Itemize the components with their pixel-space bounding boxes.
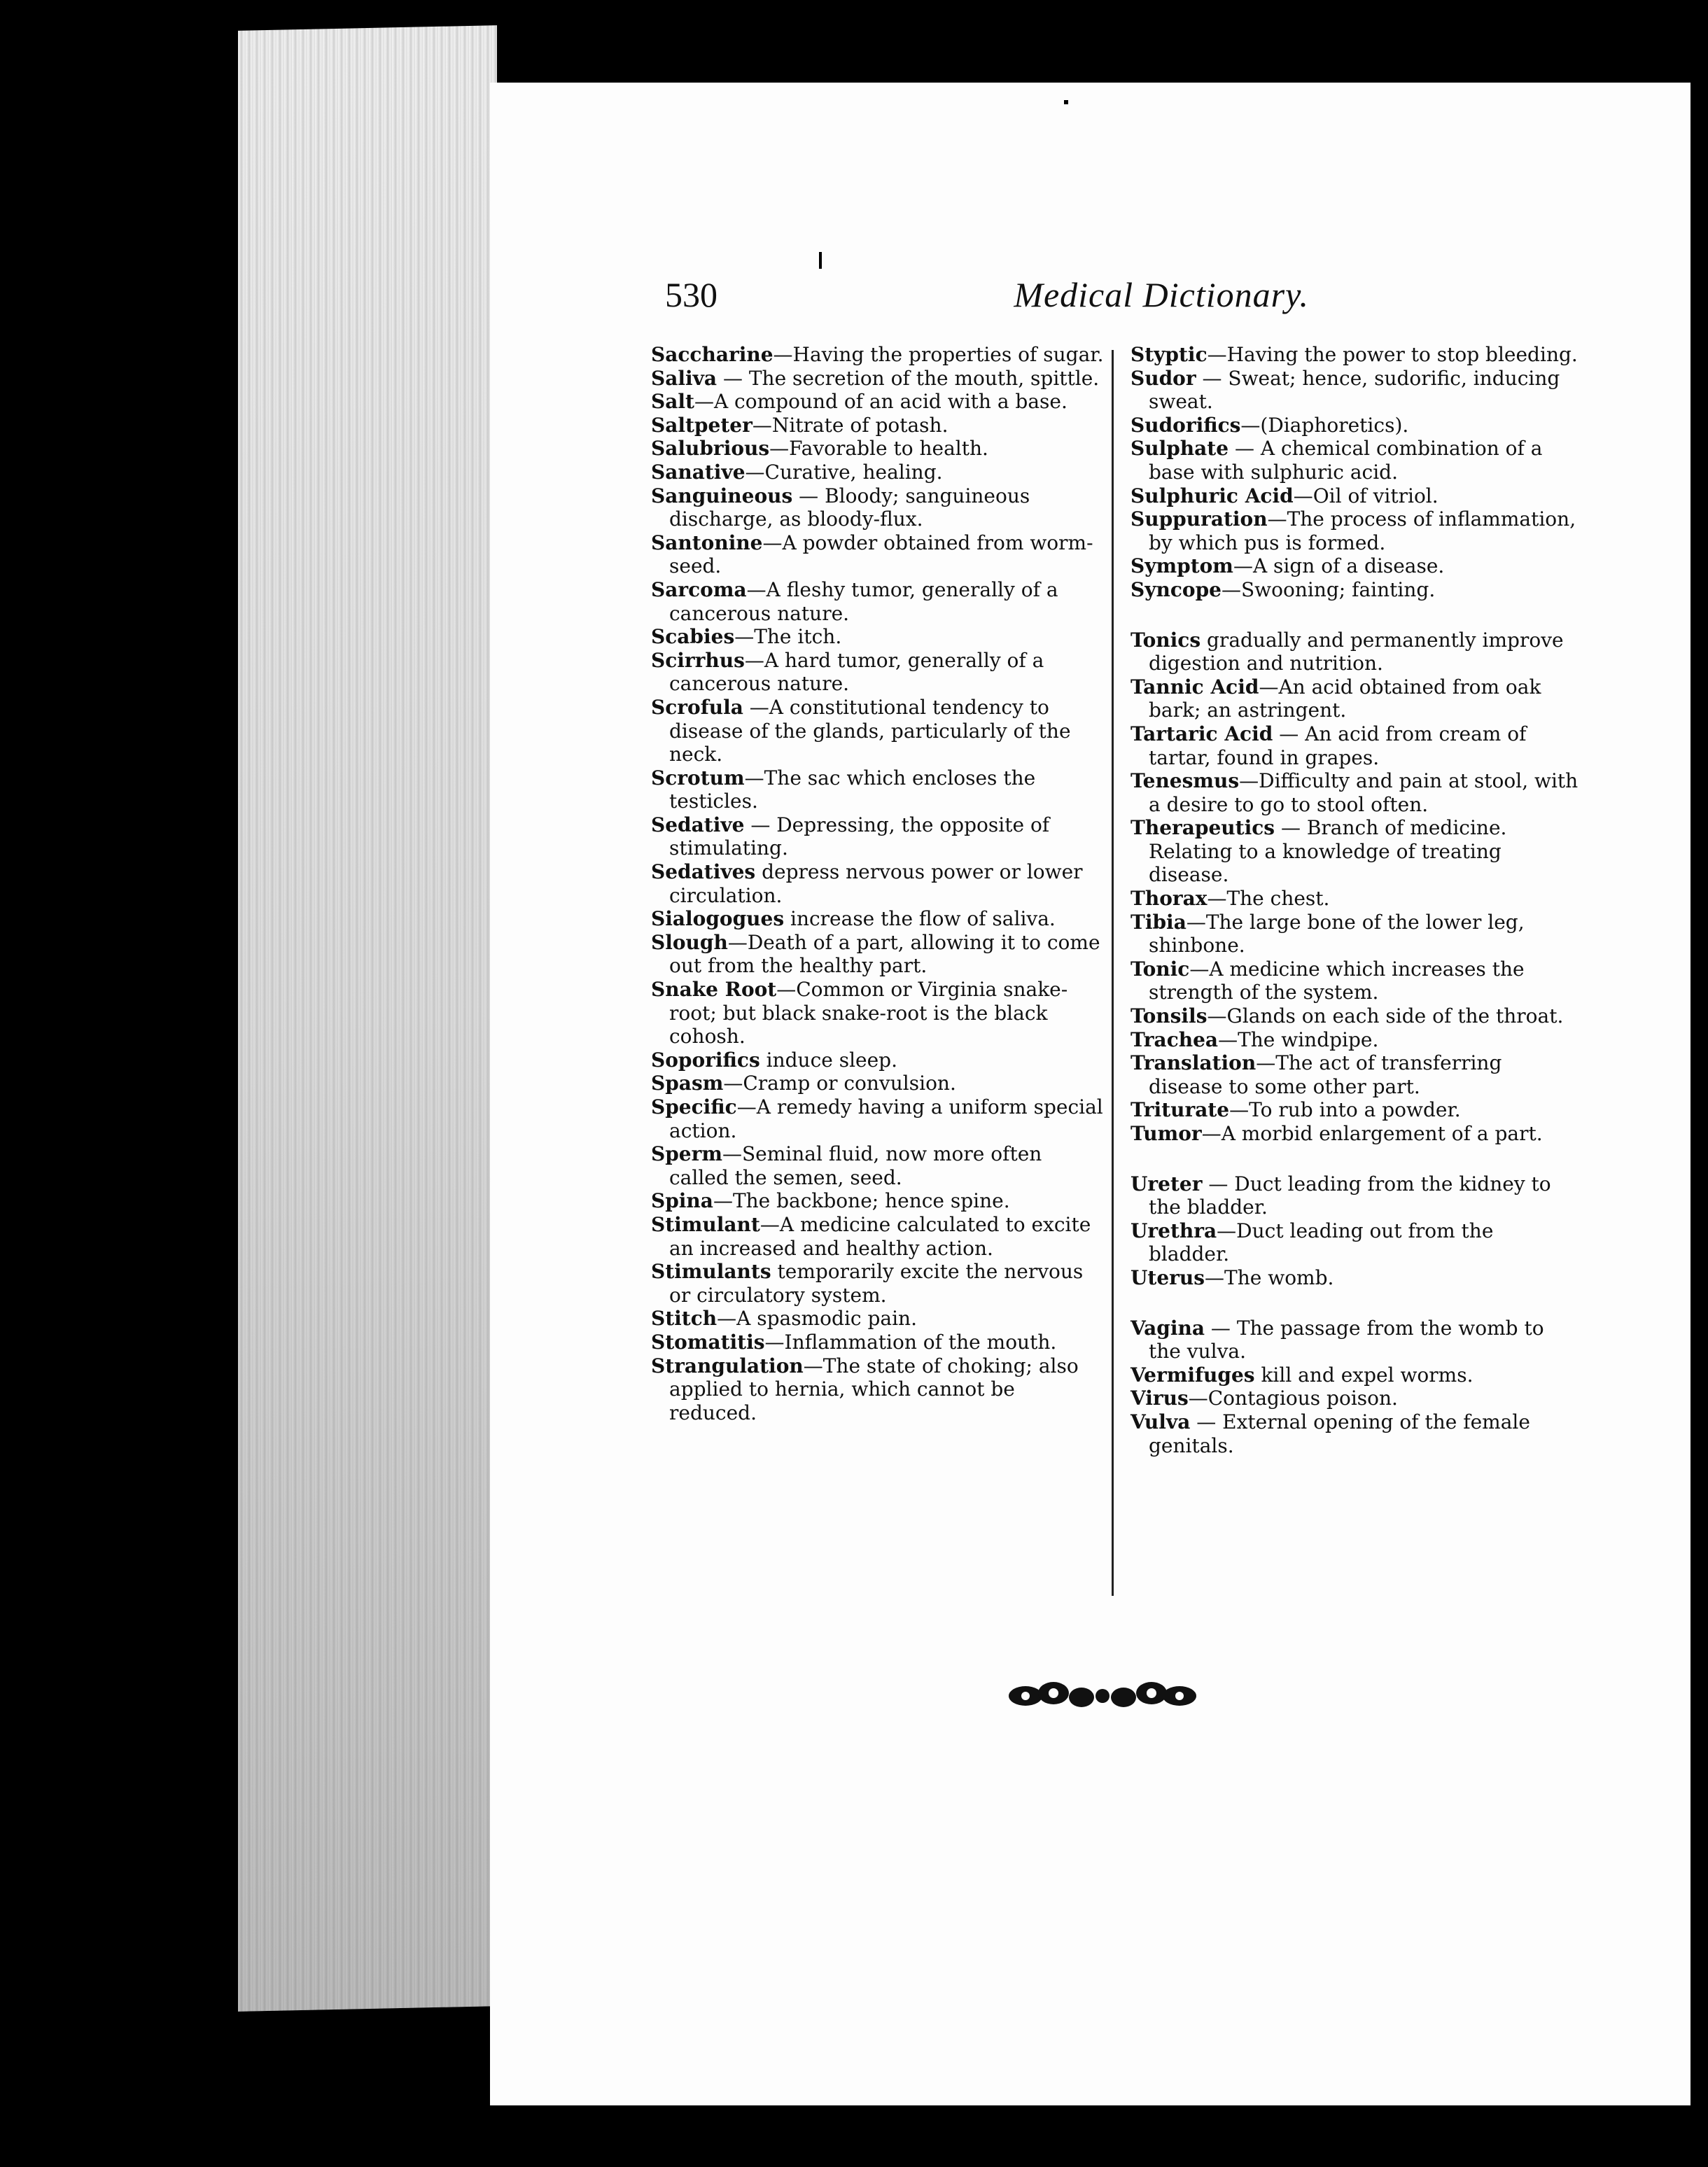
dictionary-entry — [1130, 554, 1578, 578]
dictionary-entry — [651, 860, 1106, 907]
scan-speck — [1064, 100, 1068, 104]
entry-definition: —Inflammation of the mouth. — [764, 1330, 1057, 1354]
dictionary-entry — [651, 1095, 1106, 1142]
entry-definition: —Glands on each side of the throat. — [1207, 1004, 1564, 1028]
entry-definition: —The backbone; hence spine. — [713, 1189, 1010, 1213]
dictionary-entry — [651, 414, 1106, 437]
dictionary-entry — [1130, 887, 1578, 911]
entry-definition: —Contagious poison. — [1188, 1387, 1398, 1410]
entry-definition: —A compound of an acid with a base. — [694, 390, 1068, 414]
dictionary-entry — [1130, 1410, 1578, 1457]
entry-term: Urethra — [1130, 1219, 1217, 1242]
dictionary-entry — [1130, 1317, 1578, 1363]
entry-definition: —The large bone of the lower leg, shinbone. — [1149, 910, 1525, 958]
dictionary-entry — [1130, 816, 1578, 887]
entry-term: Snake Root — [651, 978, 777, 1002]
column-divider — [1112, 350, 1114, 1596]
entry-definition: —The womb. — [1205, 1265, 1334, 1289]
entry-term: Slough — [651, 930, 728, 954]
entry-definition: — Duct leading from the kidney to the bladder. — [1149, 1172, 1551, 1219]
entry-term: Tannic Acid — [1130, 675, 1259, 699]
entry-definition: —Seminal fluid, now more often called the semen, seed. — [669, 1142, 1042, 1189]
entry-term: Ureter — [1130, 1172, 1203, 1195]
dictionary-entry — [651, 1142, 1106, 1189]
entry-term: Sanative — [651, 460, 746, 484]
entry-definition: — Sweat; hence, sudorific, inducing sweat. — [1149, 366, 1560, 414]
page-number: 530 — [665, 275, 718, 314]
entry-definition: —A remedy having a uniform special action. — [669, 1095, 1103, 1142]
entry-definition: —A spasmodic pain. — [717, 1307, 917, 1331]
dictionary-entry — [651, 1049, 1106, 1072]
dictionary-entry — [1130, 484, 1578, 508]
entry-term: Stimulants — [651, 1260, 771, 1284]
dictionary-entry — [1130, 769, 1578, 816]
entry-term: Specific — [651, 1095, 737, 1118]
dictionary-entry — [651, 1307, 1106, 1331]
entry-term: Sedatives — [651, 860, 756, 884]
entry-term: Stitch — [651, 1307, 718, 1331]
entry-definition: —Swooning; fainting. — [1221, 577, 1436, 601]
dictionary-entry — [651, 367, 1106, 391]
entry-definition: —Death of a part, allowing it to come out from the healthy part. — [669, 930, 1100, 978]
entry-definition: increase the flow of saliva. — [784, 907, 1056, 931]
scan-speck — [819, 252, 822, 269]
right-column — [1130, 343, 1578, 1457]
dictionary-entry — [1130, 629, 1578, 675]
entry-definition: —The state of choking; also applied to hernia, which cannot be reduced. — [669, 1354, 1079, 1424]
dictionary-entry — [651, 578, 1106, 625]
dictionary-entry — [651, 1354, 1106, 1425]
entry-definition: —Oil of vitriol. — [1293, 484, 1438, 507]
entry-term: Scabies — [651, 625, 735, 649]
entry-definition: —Nitrate of potash. — [752, 413, 948, 437]
entry-term: Tumor — [1130, 1122, 1202, 1145]
entry-definition: temporarily excite the nervous or circulatory system. — [669, 1260, 1084, 1307]
dictionary-entry — [651, 907, 1106, 931]
entry-term: Saliva — [651, 366, 718, 390]
entry-term: Stomatitis — [651, 1330, 765, 1354]
section-gap — [1130, 602, 1578, 629]
entry-definition: —A medicine calculated to excite an increased and healthy action. — [669, 1212, 1091, 1260]
entry-term: Tonic — [1130, 957, 1190, 981]
entry-definition: —A morbid enlargement of a part. — [1201, 1122, 1543, 1145]
dictionary-entry — [651, 390, 1106, 414]
entry-term: Sulphuric Acid — [1130, 484, 1294, 507]
entry-definition: —A hard tumor, generally of a cancerous nature. — [669, 648, 1044, 696]
dictionary-entry — [1130, 578, 1578, 602]
section-gap — [1130, 1290, 1578, 1317]
entry-definition: —Curative, healing. — [745, 460, 943, 484]
dictionary-entry — [651, 437, 1106, 461]
entry-term: Syncope — [1130, 577, 1222, 601]
entry-definition: —Having the power to stop bleeding. — [1207, 343, 1578, 366]
entry-definition: — A chemical combination of a base with sulphuric acid. — [1149, 437, 1543, 484]
entry-definition: —A constitutional tendency to disease of the glands, particularly of the neck. — [669, 695, 1071, 766]
entry-definition: —An acid obtained from oak bark; an astringent. — [1149, 675, 1541, 722]
dictionary-entry — [651, 696, 1106, 766]
dictionary-entry — [651, 978, 1106, 1049]
page-title: Medical Dictionary. — [1014, 275, 1309, 314]
entry-term: Sperm — [651, 1142, 722, 1166]
entry-term: Scrofula — [651, 695, 743, 719]
entry-definition: —The act of transferring disease to some other part. — [1149, 1051, 1502, 1098]
entry-term: Spina — [651, 1189, 713, 1213]
entry-term: Sedative — [651, 813, 745, 836]
entry-term: Trachea — [1130, 1028, 1219, 1051]
entry-definition: induce sleep. — [760, 1048, 898, 1072]
entry-term: Uterus — [1130, 1265, 1205, 1289]
dictionary-entry — [651, 1260, 1106, 1307]
entry-definition: —Having the properties of sugar. — [773, 343, 1104, 366]
dictionary-entry — [1130, 1028, 1578, 1052]
entry-definition: kill and expel worms. — [1254, 1363, 1474, 1387]
entry-definition: — The secretion of the mouth, spittle. — [717, 366, 1100, 390]
entry-definition: —A medicine which increases the strength of the system. — [1149, 957, 1525, 1004]
entry-definition: —Common or Virginia snake-root; but black snake-root is the black cohosh. — [669, 978, 1068, 1049]
dictionary-entry — [1130, 343, 1578, 367]
entry-definition: —A powder obtained from worm-seed. — [669, 531, 1093, 578]
entry-term: Tibia — [1130, 910, 1186, 934]
dictionary-entry — [1130, 1363, 1578, 1387]
entry-term: Therapeutics — [1130, 816, 1275, 840]
entry-term: Strangulation — [651, 1354, 804, 1377]
entry-term: Saltpeter — [651, 413, 752, 437]
entry-term: Symptom — [1130, 554, 1233, 578]
entry-term: Santonine — [651, 531, 763, 554]
entry-term: Tartaric Acid — [1130, 722, 1273, 745]
entry-definition: —Duct leading out from the bladder. — [1149, 1219, 1494, 1266]
entry-definition: —The windpipe. — [1218, 1028, 1379, 1051]
entry-term: Salt — [651, 390, 694, 414]
entry-term: Tonics — [1130, 628, 1201, 652]
entry-term: Stimulant — [651, 1212, 760, 1236]
dictionary-entry — [1130, 367, 1578, 414]
dictionary-entry — [651, 1072, 1106, 1095]
entry-term: Vagina — [1130, 1316, 1205, 1340]
entry-definition: gradually and permanently improve digestion and nutrition. — [1149, 628, 1564, 675]
entry-term: Scrotum — [651, 766, 745, 790]
dictionary-entry — [651, 625, 1106, 649]
dictionary-entry — [1130, 437, 1578, 484]
dictionary-entry — [1130, 722, 1578, 769]
entry-definition: — Bloody; sanguineous discharge, as bloody-flux. — [669, 484, 1030, 531]
dictionary-entry — [651, 649, 1106, 696]
dictionary-entry — [1130, 1004, 1578, 1028]
dictionary-entry — [651, 531, 1106, 578]
entry-term: Spasm — [651, 1072, 724, 1095]
dictionary-entry — [1130, 1051, 1578, 1098]
entry-definition: — External opening of the female genitals. — [1149, 1410, 1530, 1457]
entry-term: Suppuration — [1130, 507, 1268, 531]
entry-definition: — Branch of medicine. Relating to a knowledge of treating disease. — [1149, 816, 1507, 887]
dictionary-entry — [1130, 1387, 1578, 1410]
dictionary-entry — [1130, 414, 1578, 437]
entry-term: Vulva — [1130, 1410, 1191, 1433]
dictionary-entry — [1130, 1172, 1578, 1219]
entry-term: Scirrhus — [651, 648, 745, 672]
entry-definition: — Depressing, the opposite of stimulating. — [669, 813, 1050, 860]
entry-definition: — The passage from the womb to the vulva. — [1149, 1316, 1544, 1363]
entry-definition: —Favorable to health. — [769, 437, 988, 461]
entry-definition: —The itch. — [734, 625, 842, 649]
entry-definition: —A fleshy tumor, generally of a cancerous nature. — [669, 577, 1058, 625]
entry-term: Triturate — [1130, 1098, 1230, 1122]
entry-definition: depress nervous power or lower circulation. — [669, 860, 1083, 907]
dictionary-entry — [651, 343, 1106, 367]
entry-term: Soporifics — [651, 1048, 760, 1072]
entry-term: Salubrious — [651, 437, 770, 461]
dictionary-entry — [651, 1189, 1106, 1213]
entry-definition: —Difficulty and pain at stool, with a desire to go to stool often. — [1149, 769, 1578, 816]
dictionary-entry — [1130, 911, 1578, 958]
entry-term: Styptic — [1130, 343, 1208, 366]
dictionary-entry — [1130, 1122, 1578, 1146]
entry-definition: —A sign of a disease. — [1233, 554, 1445, 578]
entry-definition: — An acid from cream of tartar, found in grapes. — [1149, 722, 1527, 769]
dictionary-entry — [651, 1213, 1106, 1260]
entry-term: Vermifuges — [1130, 1363, 1255, 1387]
entry-definition: —The sac which encloses the testicles. — [669, 766, 1036, 813]
dictionary-entry — [651, 484, 1106, 531]
dictionary-entry — [1130, 507, 1578, 554]
entry-term: Sanguineous — [651, 484, 793, 507]
dictionary-entry — [1130, 675, 1578, 722]
entry-term: Sialogogues — [651, 907, 785, 931]
dictionary-entry — [651, 813, 1106, 860]
dictionary-entry — [1130, 1266, 1578, 1290]
decorative-tailpiece-icon — [1004, 1676, 1200, 1716]
dictionary-entry — [651, 931, 1106, 978]
entry-term: Tonsils — [1130, 1004, 1208, 1028]
entry-term: Sulphate — [1130, 437, 1229, 461]
dictionary-entry — [651, 766, 1106, 813]
entry-term: Virus — [1130, 1387, 1189, 1410]
dictionary-entry — [651, 1331, 1106, 1354]
dictionary-entry — [1130, 958, 1578, 1004]
entry-term: Tenesmus — [1130, 769, 1240, 793]
entry-definition: —(Diaphoretics). — [1240, 413, 1409, 437]
book-page-edges — [238, 25, 497, 2012]
dictionary-entry — [651, 461, 1106, 484]
entry-term: Sarcoma — [651, 577, 747, 601]
entry-term: Saccharine — [651, 343, 774, 366]
entry-definition: —Cramp or convulsion. — [723, 1072, 956, 1095]
entry-definition: —The process of inflammation, by which pus is formed. — [1149, 507, 1576, 554]
entry-definition: —To rub into a powder. — [1229, 1098, 1461, 1122]
entry-term: Sudor — [1130, 366, 1196, 390]
dictionary-entry — [1130, 1219, 1578, 1266]
running-head — [665, 274, 1309, 330]
section-gap — [1130, 1146, 1578, 1172]
left-column — [651, 343, 1106, 1424]
entry-term: Sudorifics — [1130, 413, 1241, 437]
entry-term: Translation — [1130, 1051, 1256, 1075]
entry-term: Thorax — [1130, 887, 1208, 911]
entry-definition: —The chest. — [1207, 887, 1330, 911]
dictionary-entry — [1130, 1098, 1578, 1122]
